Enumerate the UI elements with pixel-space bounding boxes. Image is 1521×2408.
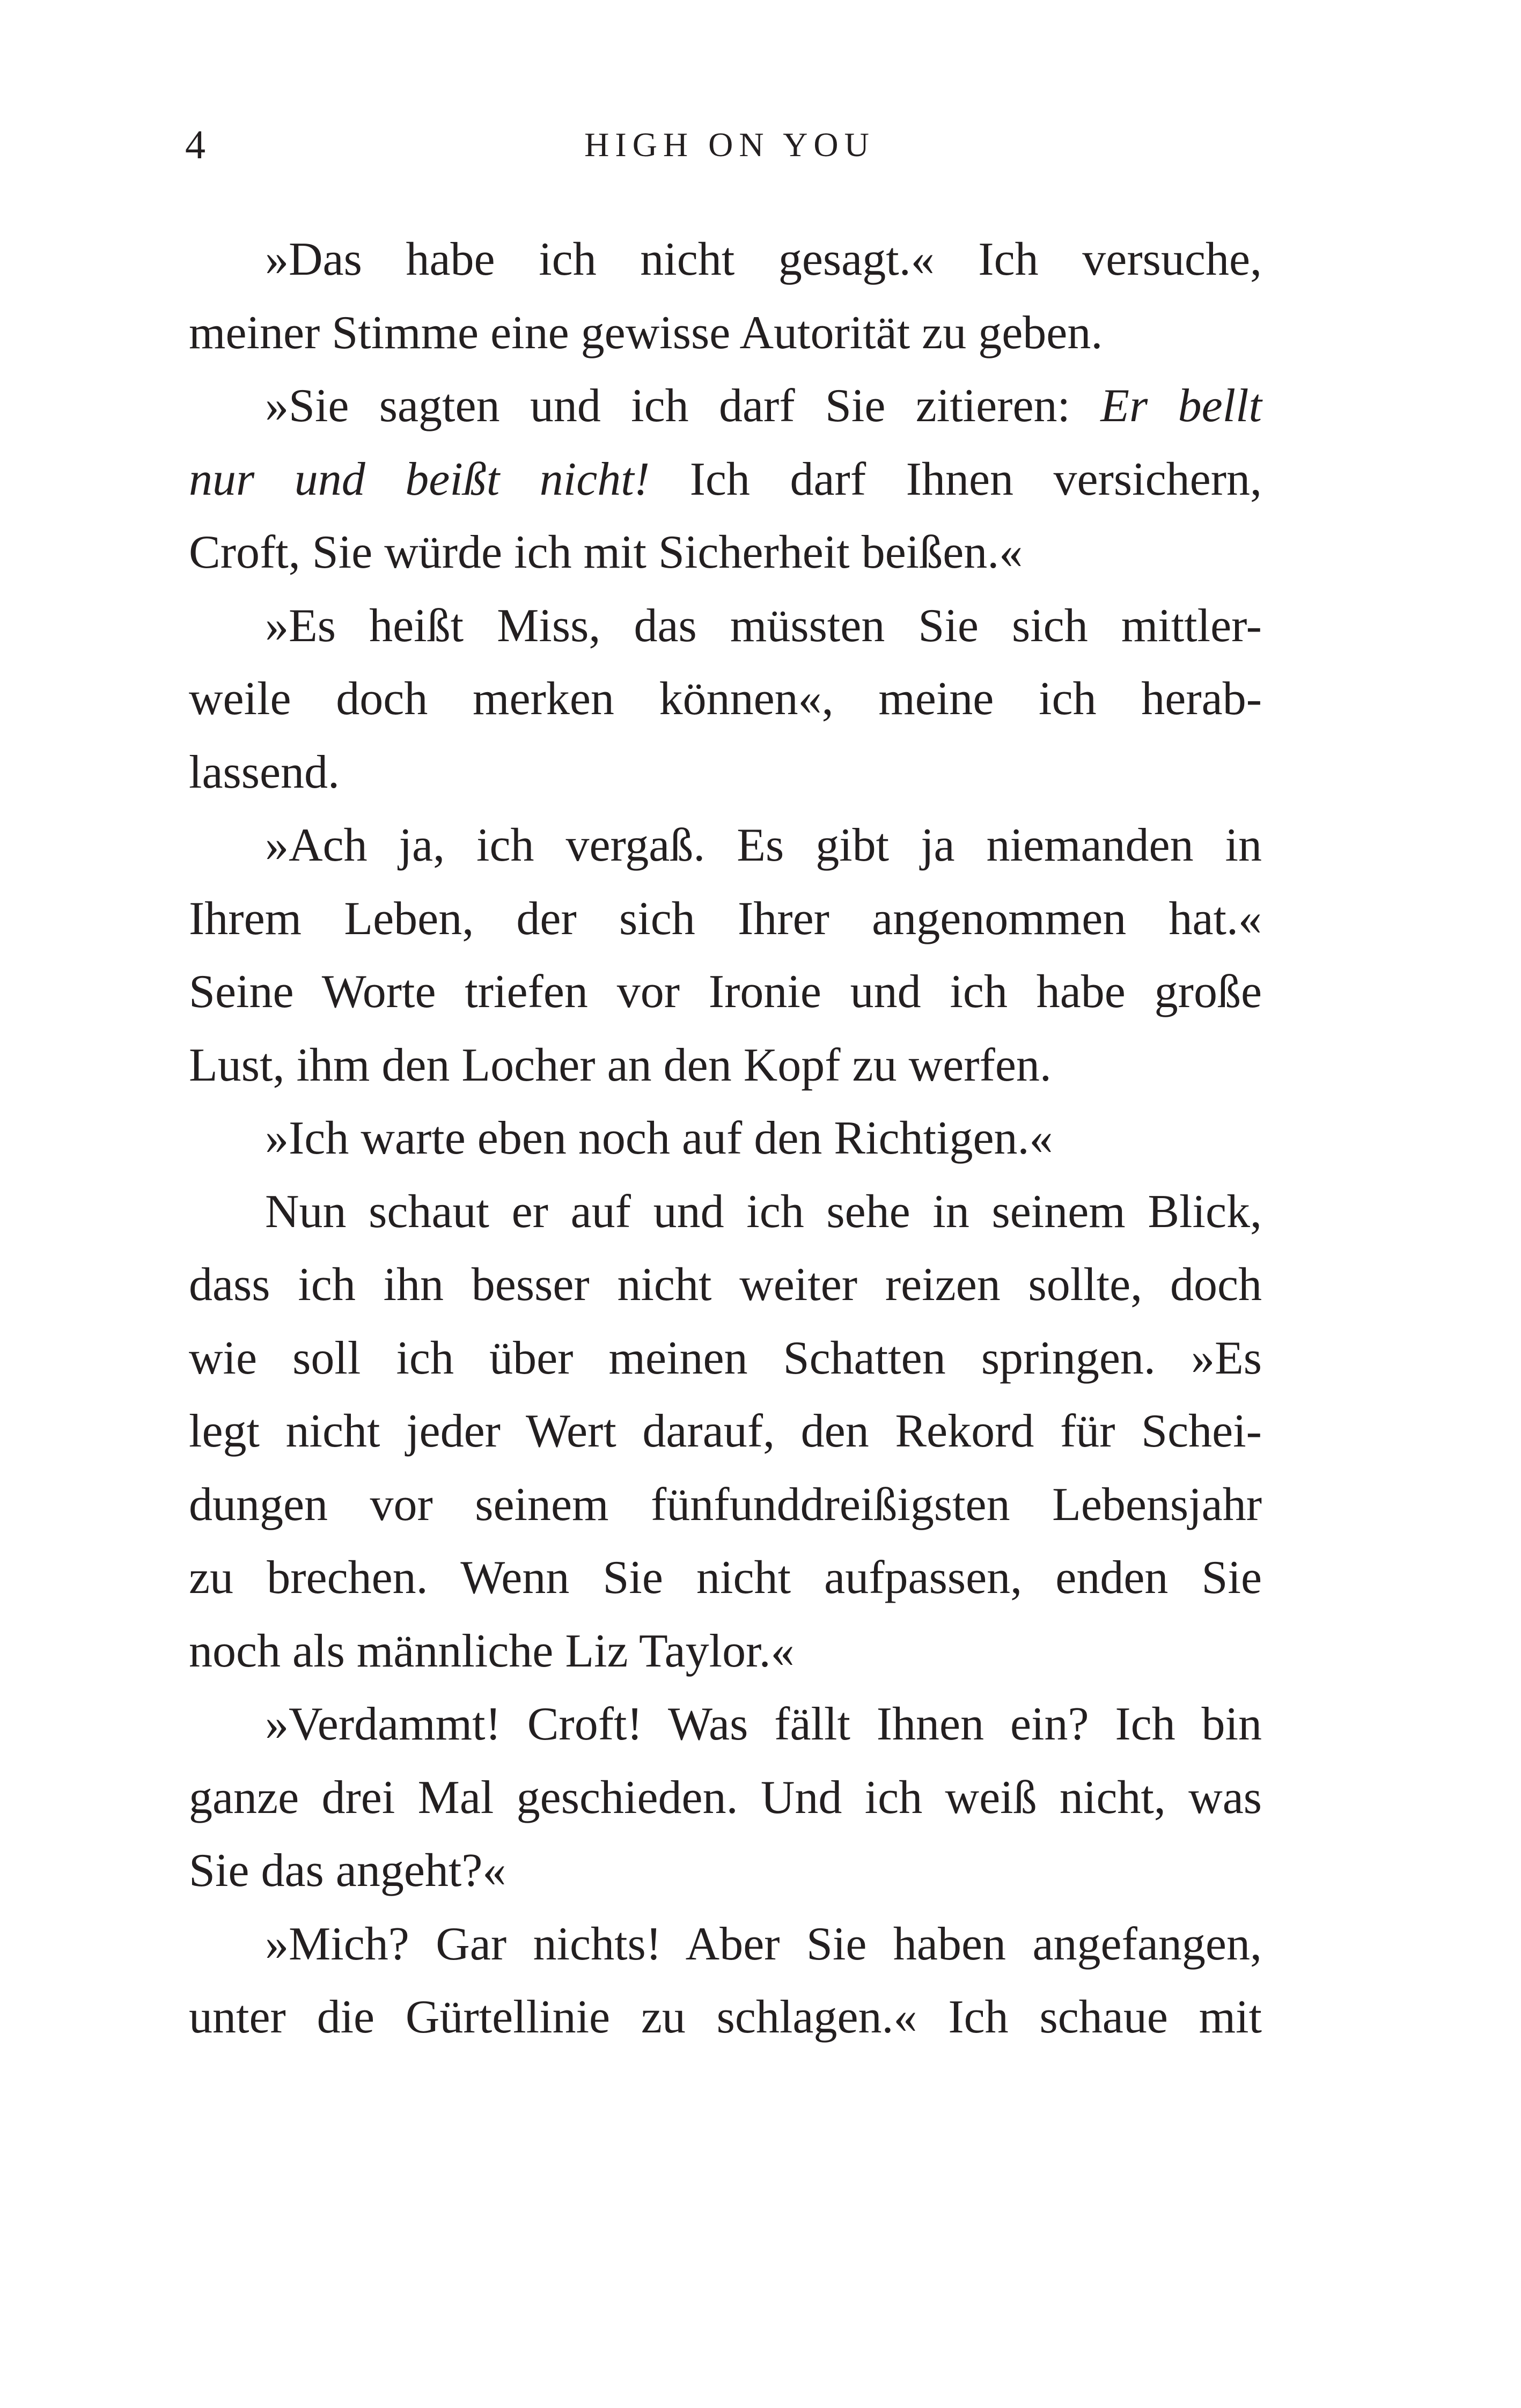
text-segment: dungen vor seinem fünfunddreißigsten Lebensjahr [189, 1478, 1262, 1531]
text-line [189, 1541, 1262, 1615]
text-segment: zu brechen. Wenn Sie nicht aufpassen, enden Sie [189, 1552, 1262, 1604]
text-line [189, 1029, 1262, 1103]
text-line [189, 1469, 1262, 1542]
text-segment: wie soll ich über meinen Schatten springen. »Es [189, 1332, 1262, 1384]
text-line [189, 1761, 1262, 1835]
italic-text-segment: Er bellt [1100, 380, 1262, 432]
text-line [189, 883, 1262, 956]
text-line [189, 1981, 1262, 2054]
text-segment: »Ach ja, ich vergaß. Es gibt ja niemanden in [265, 819, 1262, 871]
italic-text-segment: nur und beißt nicht! [189, 453, 650, 505]
text-line [189, 809, 1262, 883]
text-line [189, 443, 1262, 517]
text-segment: Lust, ihm den Locher an den Kopf zu werfen. [189, 1039, 1052, 1091]
text-segment: Ich darf Ihnen versichern, [650, 453, 1262, 505]
text-line [189, 1249, 1262, 1322]
text-segment: »Ich warte eben noch auf den Richtigen.« [265, 1112, 1053, 1164]
text-line [189, 1322, 1262, 1396]
text-line [189, 1395, 1262, 1469]
body-text [189, 223, 1262, 2054]
text-line [189, 736, 1262, 810]
text-segment: dass ich ihn besser nicht weiter reizen sollte, doch [189, 1259, 1262, 1311]
text-line [189, 1102, 1262, 1176]
text-segment: Nun schaut er auf und ich sehe in seinem Blick, [265, 1185, 1262, 1238]
page-number: 4 [185, 122, 205, 167]
text-line [189, 1908, 1262, 1981]
text-line [189, 956, 1262, 1029]
text-line [189, 590, 1262, 663]
text-line [189, 663, 1262, 736]
text-segment: unter die Gürtellinie zu schlagen.« Ich schaue mit [189, 1991, 1262, 2043]
text-segment: »Verdammt! Croft! Was fällt Ihnen ein? Ich bin [265, 1698, 1262, 1750]
text-line [189, 1834, 1262, 1908]
text-segment: ganze drei Mal geschieden. Und ich weiß nicht, was [189, 1771, 1262, 1824]
text-segment: Ihrem Leben, der sich Ihrer angenommen hat.« [189, 892, 1262, 945]
text-segment: weile doch merken können«, meine ich herab- [189, 673, 1262, 725]
text-segment: lassend. [189, 746, 340, 798]
running-head-title: HIGH ON YOU [584, 126, 875, 164]
text-segment: Sie das angeht?« [189, 1845, 506, 1897]
text-segment: Seine Worte triefen vor Ironie und ich habe große [189, 966, 1262, 1018]
text-line [189, 516, 1262, 590]
text-line [189, 370, 1262, 443]
text-segment: »Das habe ich nicht gesagt.« Ich versuche, [265, 233, 1262, 285]
text-segment: legt nicht jeder Wert darauf, den Rekord für Schei- [189, 1405, 1262, 1457]
text-line [189, 1688, 1262, 1761]
text-segment: »Mich? Gar nichts! Aber Sie haben angefangen, [265, 1918, 1262, 1970]
text-segment: noch als männliche Liz Taylor.« [189, 1625, 795, 1677]
text-line [189, 297, 1262, 370]
text-line [189, 1615, 1262, 1688]
text-line [189, 1176, 1262, 1249]
text-segment: »Sie sagten und ich darf Sie zitieren: [265, 380, 1101, 432]
text-segment: »Es heißt Miss, das müssten Sie sich mittler- [265, 599, 1262, 652]
text-segment: meiner Stimme eine gewisse Autorität zu geben. [189, 306, 1103, 359]
text-segment: Croft, Sie würde ich mit Sicherheit beißen.« [189, 526, 1023, 578]
text-line [189, 223, 1262, 297]
